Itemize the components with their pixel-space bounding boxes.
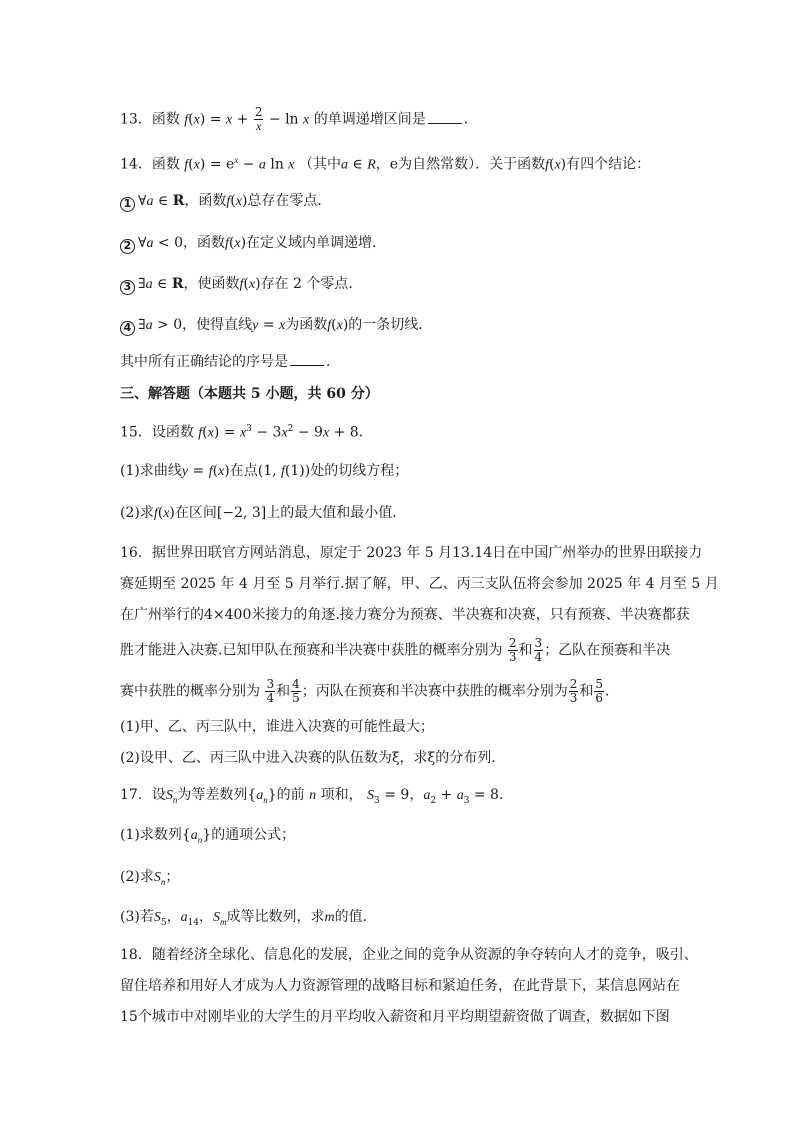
conclusion-3: 3 ∃a ∈ R，使函数f(x)存在 2 个零点． [120,274,362,295]
question-16-line-3: 在广州举行的4×400米接力的角逐.接力赛分为预赛、半决赛和决赛，只有预赛、半决赛都获 [120,607,690,623]
fraction-2-3: $\frac{2}{3}$ [508,636,517,664]
answer-blank [428,111,462,124]
question-17: 17．设$S_n$为等差数列$\{a_n\}$的前 n 项和， $S_3 = 9$，$a_2 + a_3 = 8$． [120,787,513,806]
section-heading: 三、解答题（本题共 5 小题，共 60 分） [120,386,379,402]
question-18-line-3: 15个城市中对刚毕业的大学生的月平均收入薪资和月平均期望薪资做了调查，数据如下图 [120,1009,670,1025]
question-15: 15．设函数 $f(x) = x^3 - 3x^2 - 9x + 8$． [120,424,373,441]
question-14: 14．函数 $f(x) = e^x - a$ ln x （其中a ∈ R，e为自然常数）．关于函数f(x)有四个结论： [120,155,651,173]
fraction-2-3: $\frac{2}{3}$ [569,677,578,705]
question-17-part-1: (1)求数列$\{a_n\}$的通项公式； [120,827,296,845]
question-16-part-1: (1)甲、乙、丙三队中，谁进入决赛的可能性最大； [120,719,434,735]
conclusion-2: 2 ∀a < 0，函数f(x)在定义域内单调递增． [120,233,386,254]
question-18-line-1: 18．随着经济全球化、信息化的发展，企业之间的竞争从资源的争夺转向人才的竞争，吸引、 [120,947,698,963]
question-18-line-2: 留住培养和用好人才成为人力资源管理的战略目标和紧迫任务，在此背景下，某信息网站在 [120,978,680,994]
conclusion-1: 1 ∀a ∈ R，函数f(x)总存在零点． [120,191,331,212]
fraction-2-over-x: $\frac{2}{x}$ [254,105,263,133]
circled-number: 3 [120,280,135,295]
answer-blank [290,353,324,366]
conclusion-4: 4 ∃a > 0，使得直线y = x为函数f(x)的一条切线． [120,315,432,336]
circled-number: 2 [120,239,135,254]
question-16-line-4: 胜才能进入决赛.已知甲队在预赛和半决赛中获胜的概率分别为 $\frac{2}{3}$ 和 $\frac{3}{4}$ ；乙队在预赛和半决 [120,636,671,664]
question-17-part-3: (3)若$S_5$，$a_{14}$，$S_m$成等比数列，求m的值． [120,909,377,928]
question-17-part-2: (2)求$S_n$； [120,869,180,887]
question-16-line-1: 16．据世界田联官方网站消息，原定于 2023 年 5 月13.14日在中国广州举办的世界田联接力 [120,545,703,561]
question-16-part-2: (2)设甲、乙、丙三队中进入决赛的队伍数为ξ，求ξ的分布列. [120,750,496,766]
question-16-line-2: 赛延期至 2025 年 4 月至 5 月举行.据了解，甲、乙、丙三支队伍将会参加 2025 年 4 月至 5 月 [120,576,719,592]
math-f-x: f [184,112,189,128]
fraction-3-4: $\frac{3}{4}$ [266,677,275,705]
fraction-3-4: $\frac{3}{4}$ [534,636,543,664]
question-15-part-2: (2)求f(x)在区间[−2, 3]上的最大值和最小值． [120,505,407,521]
fraction-5-6: $\frac{5}{6}$ [595,677,604,705]
circled-number: 4 [120,321,135,336]
fraction-4-5: $\frac{4}{5}$ [292,677,300,705]
question-16-line-5: 赛中获胜的概率分别为 $\frac{3}{4}$ 和 $\frac{4}{5}$ ；丙队在预赛和半决赛中获胜的概率分别为 $\frac{2}{3}$ 和 $\frac{5}{6}$ . [120,677,610,705]
question-14-ask: 其中所有正确结论的序号是 ． [120,354,340,370]
question-15-part-1: (1)求曲线y = f(x)在点(1, f(1))处的切线方程； [120,463,409,479]
circled-number: 1 [120,197,135,212]
question-13: 13．函数 f(x) = x + $\frac{2}{x}$ − ln x 的单调递增区间是 ． [120,105,478,133]
